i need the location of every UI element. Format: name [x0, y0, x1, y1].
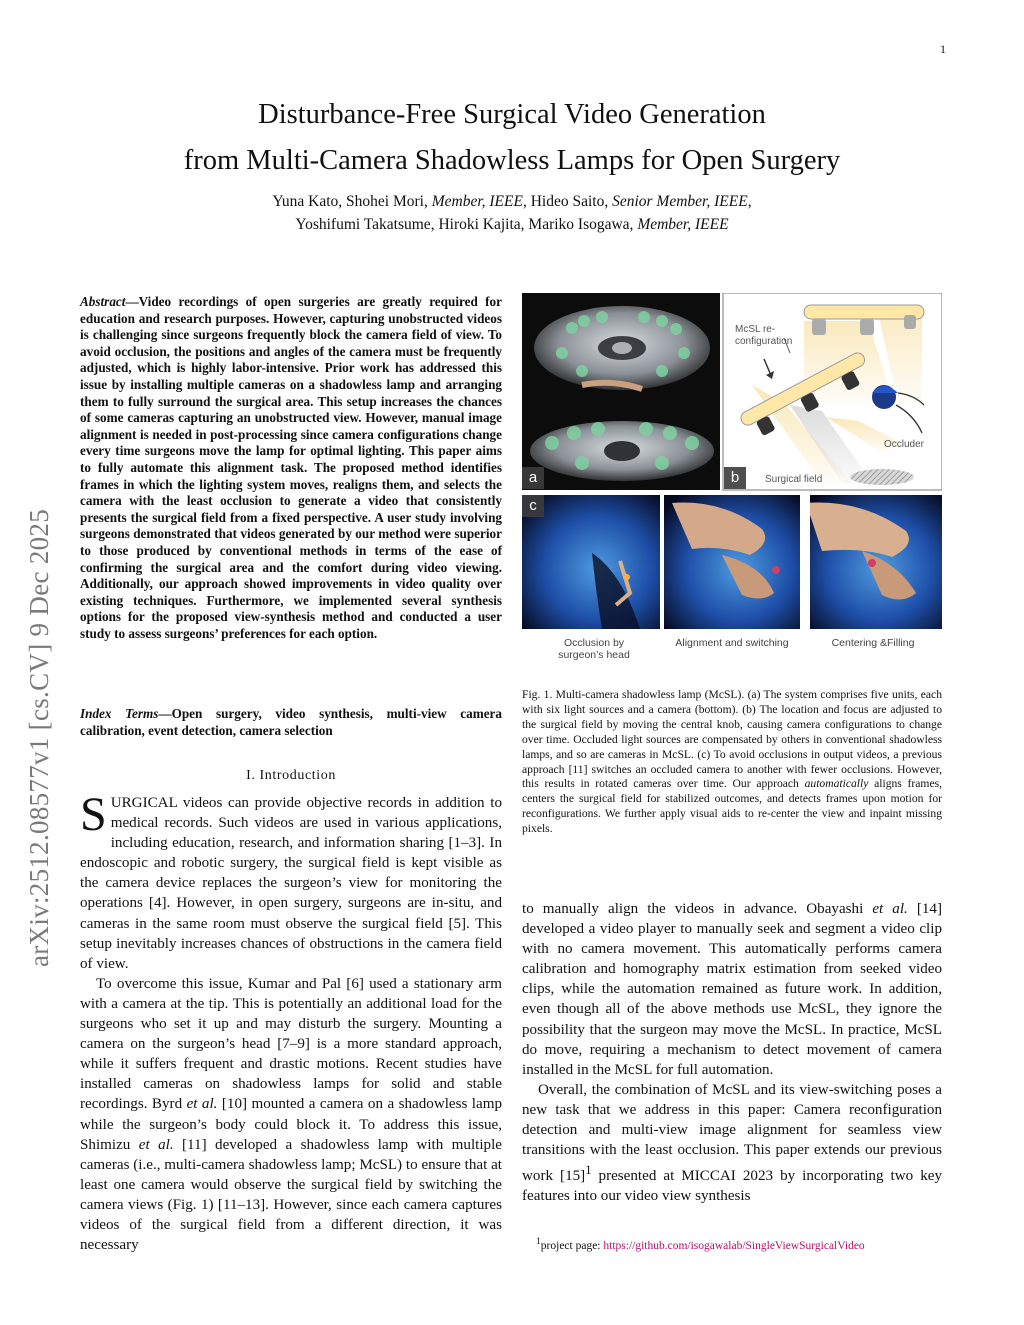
mcsl-reconfiguration-label-2: configuration	[735, 336, 793, 347]
right-paragraph-2: Overall, the combination of McSL and its view-switching poses a new task that we address in this paper: Camera reconfiguration detection and multi-view image alignment for seamless view transitions with the least occlusion. This paper extends our previous work $[15]^1$ presented at MICCAI 2023 by incorporating two key features into our video view synthesis	[522, 1081, 942, 1205]
arxiv-identifier: arXiv:2512.08577v1 [cs.CV] 9 Dec 2025	[24, 508, 54, 967]
panel-c-frame-3	[804, 495, 942, 629]
authors-line-1: Yuna Kato, Shohei Mori, Member, IEEE, Hideo Saito, Senior Member, IEEE,	[272, 193, 752, 210]
figure-1	[522, 293, 942, 665]
author-list	[0, 190, 1024, 236]
figure-1-caption: Fig. 1. Multi-camera shadowless lamp (McSL). (a) The system comprises five units, each with six light sources and a camera (bottom). (b) The location and focus are adjusted to the surgical field by moving the central knob, causing camera configurations to change over time. Occluded light sources are compensated by others in conventional shadowless lamps, and so are cameras in McSL. (c) To avoid occlusions in output videos, a previous approach [11] switches an occluded camera to another with fewer occlusions. However, this results in rotated cameras over time. Our approach automatically aligns frames, centers the surgical field for stabilized outcomes, and detects frames upon motion for reconfigurations. We further apply visual aids to re-center the view and inpaint missing pixels.	[522, 688, 942, 836]
section-heading-introduction: I. Introduction	[246, 768, 336, 783]
abstract-label: Abstract	[80, 294, 126, 309]
subcaption-alignment: Alignment and switching	[675, 637, 789, 649]
occluder-label: Occluder	[884, 439, 925, 450]
panel-a-photo	[522, 293, 720, 490]
panel-b-diagram	[723, 293, 942, 490]
subcaption-centering: Centering &Filling	[831, 637, 915, 649]
panel-c-label: c	[529, 497, 537, 514]
right-column-body	[522, 899, 942, 1206]
surgical-field-label: Surgical field	[765, 474, 823, 485]
panel-c-frame-2	[664, 495, 800, 629]
abstract-text: —Video recordings of open surgeries are greatly required for education and research purposes. However, capturing unobstructed videos is challenging since surgeons frequently block the camera field of view. To avoid occlusion, the positions and angles of the camera must be frequently adjusted, which is highly labor-intensive. Prior work has addressed this issue by installing multiple cameras on a shadowless lamp and arranging them to fully surround the surgical area. This setup increases the chances of some cameras capturing an unobstructed view. However, manual image alignment is needed in post-processing since camera configurations change every time surgeons move the lamp for optimal lighting. This paper aims to fully automate this alignment task. The proposed method identifies frames in which the lighting system moves, realigns them, and selects the camera with the least occlusion to generate a video that consistently presents the surgical field from a fixed perspective. A user study involving surgeons demonstrated that videos generated by our method were superior to those produced by conventional methods in terms of the ease of confirming the surgical area and the comfort during video viewing. Additionally, our approach showed improvements in video quality over existing techniques. Furthermore, we implemented several synthesis options for the proposed view-synthesis method and conducted a user study to assess surgeons’ preferences for each option.	[80, 294, 502, 641]
right-paragraph-1: to manually align the videos in advance. Obayashi et al. [14] developed a video player to manually seek and segment a video clip with no camera movement. This automatically performs camera calibration and homography matrix estimation from seeked video clips, while the automation remained as future work. In addition, even though all of the above methods use McSL, they ignore the possibility that the surgeon may move the McSL. In practice, McSL do move, requiring a mechanism to detect movement of camera installed in the McSL for full automation.	[522, 901, 942, 1078]
authors-line-2: Yoshifumi Takatsume, Hiroki Kajita, Mariko Isogawa, Member, IEEE	[295, 216, 729, 233]
index-terms-text: —Open surgery, video synthesis, multi-view camera calibration, event detection, camera selection	[80, 706, 503, 738]
panel-b-label: b	[730, 469, 740, 486]
page-number: 1	[940, 42, 946, 56]
footnote: $^1$project page: https://github.com/isogawalab/SingleViewSurgicalVideo	[536, 1236, 865, 1252]
mcsl-reconfiguration-label-1: McSL re-	[735, 324, 776, 335]
title-line-2: from Multi-Camera Shadowless Lamps for Open Surgery	[183, 145, 841, 176]
intro-paragraph-2: To overcome this issue, Kumar and Pal [6] used a stationary arm with a camera at the tip. This is potentially an additional load for the surgeons who set it up and may disturb the surgery. Mounting a camera on the surgeon’s head [7–9] is a more standard approach, while it suffers frequent and drastic motions. Recent studies have installed cameras on shadowless lamps for solid and stable recordings. Byrd et al. [10] mounted a camera on a shadowless lamp while the surgeon’s body could block it. To address this issue, Shimizu et al. [11] developed a shadowless lamp with multiple cameras (i.e., multi-camera shadowless lamp; McSL) to ensure that at least one camera would observe the surgical field by switching the camera views (Fig. 1) [11–13]. However, since each camera captures videos of the surgical field from a different direction, it was necessary	[80, 975, 502, 1254]
paper-title	[0, 92, 1024, 184]
subcaption-occlusion: Occlusion by surgeon’s head	[558, 637, 630, 661]
intro-paragraph-1: SURGICAL videos can provide objective records in addition to medical records. Such videos are used in various applications, including education, research, and information sharing [1–3]. In endoscopic and robotic surgery, the surgical field is kept visible as the camera device replaces the surgeon’s view for monitoring the operations [4]. However, in open surgery, surgeons are in-situ, and cameras in the same room must observe the surgical field [5]. This setup inevitably increases chances of obstructions in the camera field of view.	[80, 788, 502, 972]
project-page-link[interactable]: https://github.com/isogawalab/SingleViewSurgicalVideo	[603, 1239, 865, 1252]
index-terms	[80, 706, 502, 739]
drop-cap: S	[80, 788, 107, 841]
panel-a-label: a	[528, 469, 538, 486]
abstract	[80, 294, 502, 642]
title-line-1: Disturbance-Free Surgical Video Generation	[258, 99, 766, 130]
index-terms-label: Index Terms	[80, 706, 159, 721]
introduction-body	[80, 788, 502, 1255]
